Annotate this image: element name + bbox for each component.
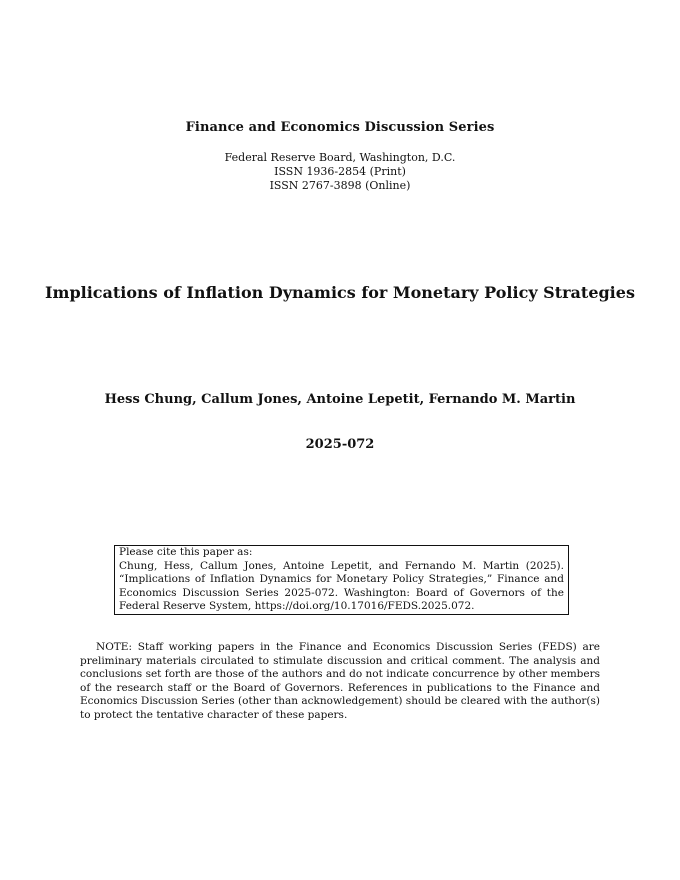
issn-print: ISSN 1936-2854 (Print): [274, 165, 406, 178]
publication-info: [0, 151, 680, 193]
disclaimer-note: NOTE: Staff working papers in the Finance and Economics Discussion Series (FEDS) are preliminary materials circulated to stimulate discussion and critical comment. The analysis and conclusions set forth are those of the authors and do not indicate concurrence by other members of the research staff or the Board of Governors. References in publications to the Finance and Economics Discussion Series (other than acknowledgement) should be cleared with the author(s) to protect the tentative character of these papers.: [80, 641, 600, 721]
citation-label: Please cite this paper as:: [119, 546, 253, 558]
publisher: Federal Reserve Board, Washington, D.C.: [224, 151, 456, 164]
issn-online: ISSN 2767-3898 (Online): [269, 179, 411, 192]
paper-number: 2025-072: [305, 437, 375, 452]
paper-title: Implications of Inflation Dynamics for Monetary Policy Strategies: [45, 283, 635, 302]
authors: Hess Chung, Callum Jones, Antoine Lepetit, Fernando M. Martin: [104, 392, 576, 407]
series-title: Finance and Economics Discussion Series: [185, 120, 495, 135]
citation-text: Chung, Hess, Callum Jones, Antoine Lepetit, and Fernando M. Martin (2025). “Implications of Inflation Dynamics for Monetary Policy Strategies,” Finance and Economics Discussion Series 2025-072. Washington: Board of Governors of the Federal Reserve System, https://doi.org/10.17016/FEDS.2025.072.: [119, 559, 564, 612]
citation-box: [114, 545, 569, 615]
